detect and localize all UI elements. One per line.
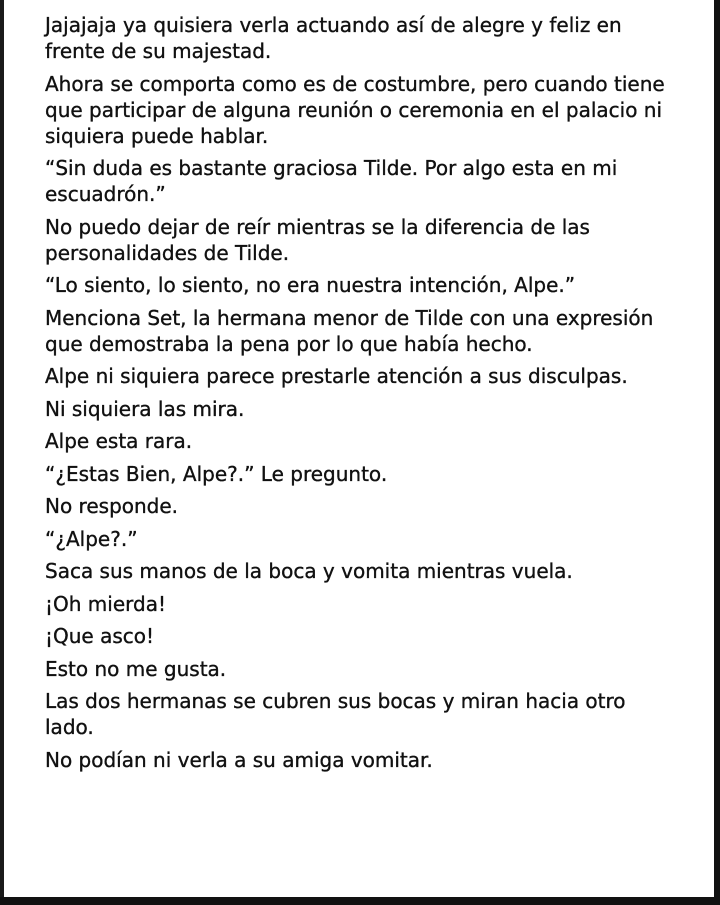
paragraph: No podían ni verla a su amiga vomitar. <box>45 747 433 772</box>
story-text <box>45 12 685 779</box>
paragraph: “Lo siento, lo siento, no era nuestra intención, Alpe.” <box>45 273 576 297</box>
paragraph: Jajajaja ya quisiera verla actuando así de alegre y feliz en frente de su majestad. <box>45 13 622 63</box>
paragraph: “¿Alpe?.” <box>45 526 138 551</box>
document-page <box>4 0 714 897</box>
paragraph: ¡Oh mierda! <box>45 591 166 616</box>
paragraph: Menciona Set, la hermana menor de Tilde con una expresión que demostraba la pena por lo que había hecho. <box>45 305 654 356</box>
page-edge-bottom <box>0 897 720 905</box>
paragraph: No puedo dejar de reír mientras se la diferencia de las personalidades de Tilde. <box>45 214 590 265</box>
paragraph: Alpe esta rara. <box>45 429 193 453</box>
page-edge-right <box>714 0 720 905</box>
paragraph: Las dos hermanas se cubren sus bocas y miran hacia otro lado. <box>45 689 626 739</box>
paragraph: No responde. <box>45 494 179 518</box>
paragraph: Saca sus manos de la boca y vomita mientras vuela. <box>45 559 573 583</box>
paragraph: “Sin duda es bastante graciosa Tilde. Por algo esta en mi escuadrón.” <box>45 156 618 206</box>
paragraph: Esto no me gusta. <box>45 656 227 681</box>
paragraph: ¡Que asco! <box>45 624 155 648</box>
paragraph: Alpe ni siquiera parece prestarle atención a sus disculpas. <box>45 364 628 388</box>
paragraph: “¿Estas Bien, Alpe?.” Le pregunto. <box>45 461 388 486</box>
paragraph: Ni siquiera las mira. <box>45 396 245 421</box>
paragraph: Ahora se comporta como es de costumbre, pero cuando tiene que participar de alguna reunión o ceremonia en el palacio ni siquiera puede hablar. <box>45 71 665 148</box>
